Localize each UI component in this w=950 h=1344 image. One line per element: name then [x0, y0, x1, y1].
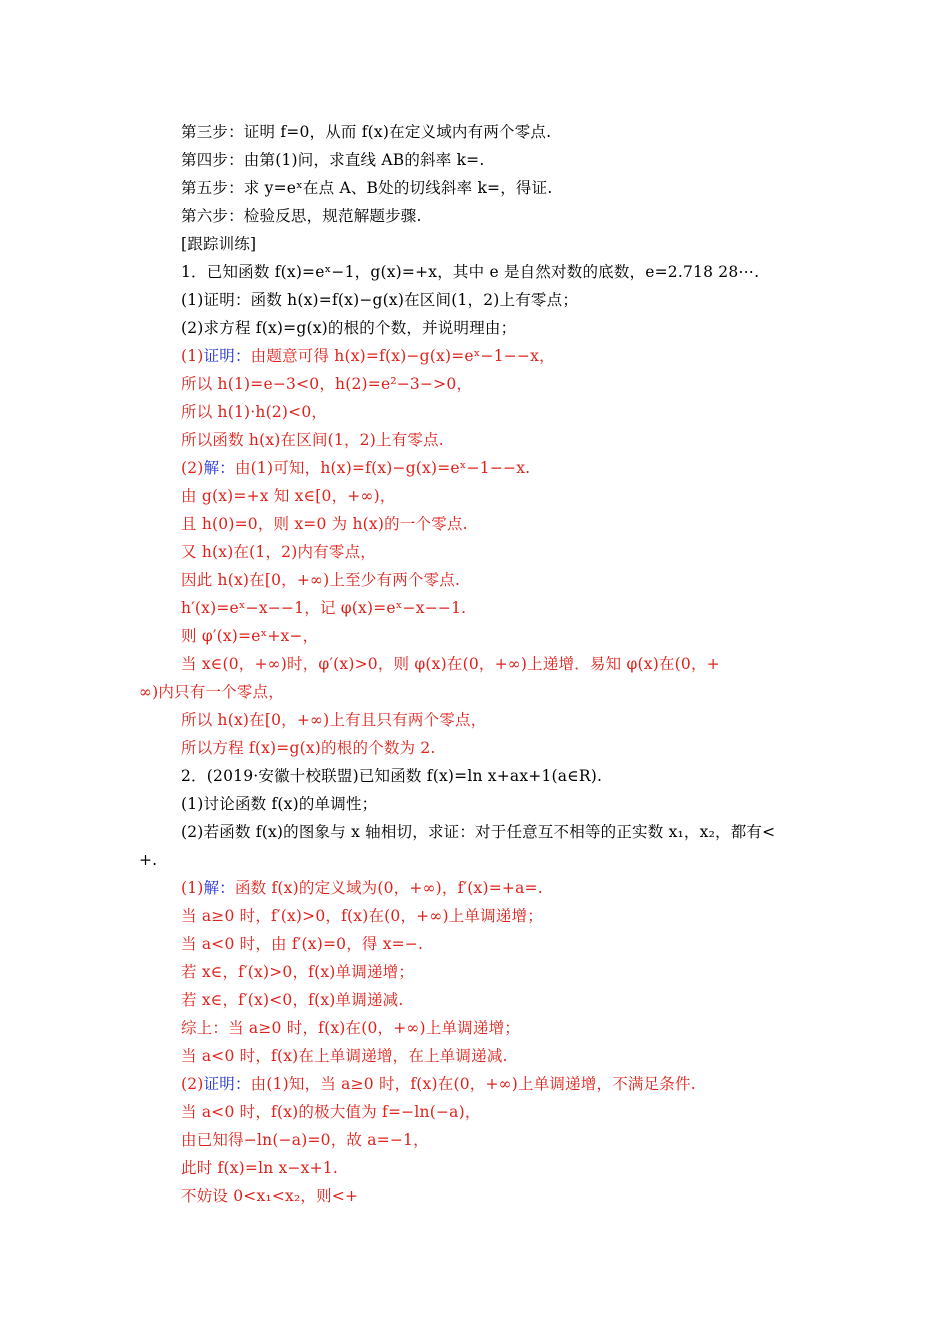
- problem1-q1: (1)证明：函数 h(x)=f(x)−g(x)在区间(1，2)上有零点；: [181, 291, 579, 309]
- answer-text: 由(1)知，当 a≥0 时，f(x)在(0，+∞)上单调递增，不满足条件.: [250, 1075, 696, 1093]
- problem1-answer2-line4: 又 h(x)在(1，2)内有零点，: [181, 543, 376, 561]
- step-3: 第三步：证明 f=0，从而 f(x)在定义域内有两个零点.: [181, 123, 552, 141]
- problem2-answer1-line5: 若 x∈，f′(x)<0，f(x)单调递减.: [181, 991, 404, 1009]
- problem2-answer2-line2: 当 a<0 时，f(x)的极大值为 f=−ln(−a)，: [181, 1103, 481, 1121]
- problem1-answer2-line5: 因此 h(x)在[0，+∞)上至少有两个零点.: [181, 571, 461, 589]
- section-title: [跟踪训练]: [181, 235, 257, 253]
- problem1-answer2-line8a: 当 x∈(0，+∞)时，φ′(x)>0，则 φ(x)在(0，+∞)上递增．易知 φ(x)在(0，+: [181, 655, 720, 673]
- problem2-answer1-line4: 若 x∈，f′(x)>0，f(x)单调递增；: [181, 963, 415, 981]
- step-4: 第四步：由第(1)问，求直线 AB的斜率 k=.: [181, 151, 485, 169]
- answer-prefix: (2): [181, 459, 204, 477]
- proof-label: 证明：: [203, 1075, 251, 1093]
- problem1-q2: (2)求方程 f(x)=g(x)的根的个数，并说明理由；: [181, 319, 517, 337]
- problem1-answer1-line1: [181, 346, 555, 366]
- answer-prefix: (1): [181, 879, 204, 897]
- answer-text: 由(1)可知，h(x)=f(x)−g(x)=eˣ−1−−x.: [234, 459, 531, 477]
- problem2-answer1-line2: 当 a≥0 时，f′(x)>0，f(x)在(0，+∞)上单调递增；: [181, 907, 543, 925]
- problem2-answer2-line5: 不妨设 0<x₁<x₂，则<+: [181, 1187, 359, 1205]
- answer-text: 函数 f(x)的定义域为(0，+∞)，f′(x)=+a=.: [234, 879, 543, 897]
- problem2-answer1-line6: 综上：当 a≥0 时，f(x)在(0，+∞)上单调递增；: [181, 1019, 520, 1037]
- problem1-answer2-line1: [181, 458, 530, 478]
- answer-prefix: (2): [181, 1075, 204, 1093]
- problem1-answer2-line7: 则 φ′(x)=eˣ+x−，: [181, 627, 319, 645]
- problem2-answer2-line1: [181, 1074, 696, 1094]
- problem1-answer2-line2: 由 g(x)=+x 知 x∈[0，+∞)，: [181, 487, 396, 505]
- problem1-answer1-line3: 所以 h(1)·h(2)<0，: [181, 403, 328, 421]
- solution-label: 解：: [203, 879, 235, 897]
- problem2-answer1-line7: 当 a<0 时，f(x)在上单调递增，在上单调递减.: [181, 1047, 508, 1065]
- problem2-answer1-line1: [181, 878, 543, 898]
- problem2-q2b: +.: [139, 851, 158, 869]
- problem2-answer1-line3: 当 a<0 时，由 f′(x)=0，得 x=−.: [181, 935, 424, 953]
- problem2-stem: 2．(2019·安徽十校联盟)已知函数 f(x)=ln x+ax+1(a∈R).: [181, 767, 603, 785]
- problem2-answer2-line3: 由已知得−ln(−a)=0，故 a=−1，: [181, 1131, 429, 1149]
- solution-label: 解：: [203, 459, 235, 477]
- problem2-q2a: (2)若函数 f(x)的图象与 x 轴相切，求证：对于任意互不相等的正实数 x₁，x₂，都有<: [181, 823, 776, 841]
- step-5: 第五步：求 y=eˣ在点 A、B处的切线斜率 k=，得证.: [181, 179, 553, 197]
- problem1-answer1-line4: 所以函数 h(x)在区间(1，2)上有零点.: [181, 431, 444, 449]
- problem2-q1: (1)讨论函数 f(x)的单调性；: [181, 795, 378, 813]
- answer-prefix: (1): [181, 347, 204, 365]
- proof-label: 证明：: [203, 347, 251, 365]
- problem2-answer2-line4: 此时 f(x)=ln x−x+1.: [181, 1159, 338, 1177]
- answer-text: 由题意可得 h(x)=f(x)−g(x)=eˣ−1−−x，: [250, 347, 555, 365]
- step-6: 第六步：检验反思，规范解题步骤.: [181, 207, 422, 225]
- problem1-answer2-line10: 所以方程 f(x)=g(x)的根的个数为 2.: [181, 739, 436, 757]
- problem1-stem: 1．已知函数 f(x)=eˣ−1，g(x)=+x，其中 e 是自然对数的底数，e=2.718 28⋯.: [181, 263, 760, 281]
- problem1-answer2-line3: 且 h(0)=0，则 x=0 为 h(x)的一个零点.: [181, 515, 468, 533]
- problem1-answer1-line2: 所以 h(1)=e−3<0，h(2)=e²−3−>0，: [181, 375, 473, 393]
- problem1-answer2-line6: h′(x)=eˣ−x−−1，记 φ(x)=eˣ−x−−1.: [181, 599, 467, 617]
- problem1-answer2-line8b: ∞)内只有一个零点，: [139, 683, 284, 701]
- problem1-answer2-line9: 所以 h(x)在[0，+∞)上有且只有两个零点，: [181, 711, 487, 729]
